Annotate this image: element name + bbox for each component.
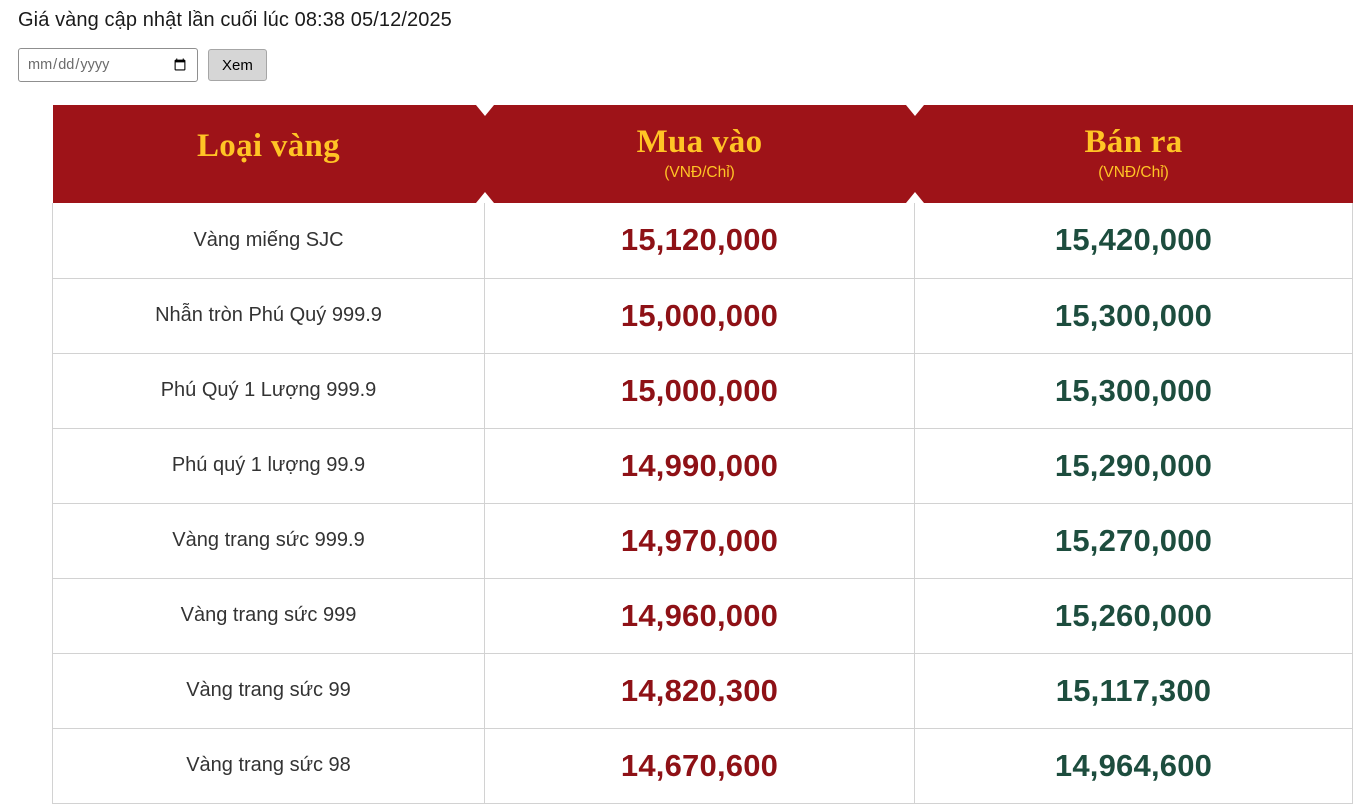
- table-row: [53, 353, 1353, 428]
- cell-buy-price: 14,970,000: [485, 503, 915, 578]
- cell-buy-price: 14,670,600: [485, 728, 915, 803]
- table-row: [53, 578, 1353, 653]
- cell-buy-price: 14,820,300: [485, 653, 915, 728]
- cell-gold-type: Vàng trang sức 99: [53, 653, 485, 728]
- table-row: [53, 428, 1353, 503]
- cell-sell-price: 15,270,000: [915, 503, 1353, 578]
- cell-gold-type: Vàng trang sức 999.9: [53, 503, 485, 578]
- table-header-row: [53, 105, 1353, 203]
- table-header: [53, 105, 1353, 203]
- cell-sell-price: 15,117,300: [915, 653, 1353, 728]
- table-row: [53, 278, 1353, 353]
- date-input[interactable]: [18, 48, 198, 82]
- table-row: [53, 503, 1353, 578]
- column-header-buy-unit: (VNĐ/Chỉ): [664, 164, 735, 181]
- cell-buy-price: 15,120,000: [485, 203, 915, 278]
- column-header-buy-label: Mua vào: [636, 124, 763, 160]
- cell-sell-price: 15,300,000: [915, 278, 1353, 353]
- column-header-sell-unit: (VNĐ/Chỉ): [1098, 164, 1169, 181]
- last-update-text: Giá vàng cập nhật lần cuối lúc 08:38 05/12/2025: [18, 9, 452, 31]
- cell-gold-type: Nhẫn tròn Phú Quý 999.9: [53, 278, 485, 353]
- column-header-type: [53, 105, 485, 203]
- gold-price-table: [52, 105, 1353, 804]
- table-body: [53, 203, 1353, 803]
- gold-price-table-wrap: [52, 105, 1352, 804]
- column-header-sell-label: Bán ra: [1084, 124, 1183, 160]
- table-row: [53, 728, 1353, 803]
- column-header-sell: [915, 105, 1353, 203]
- cell-sell-price: 15,260,000: [915, 578, 1353, 653]
- cell-sell-price: 15,290,000: [915, 428, 1353, 503]
- table-row: [53, 203, 1353, 278]
- cell-buy-price: 14,960,000: [485, 578, 915, 653]
- cell-buy-price: 15,000,000: [485, 353, 915, 428]
- cell-buy-price: 15,000,000: [485, 278, 915, 353]
- column-header-buy: [485, 105, 915, 203]
- cell-gold-type: Phú Quý 1 Lượng 999.9: [53, 353, 485, 428]
- cell-sell-price: 14,964,600: [915, 728, 1353, 803]
- cell-buy-price: 14,990,000: [485, 428, 915, 503]
- controls-row: [0, 34, 1354, 82]
- cell-gold-type: Vàng trang sức 98: [53, 728, 485, 803]
- cell-gold-type: Vàng miếng SJC: [53, 203, 485, 278]
- cell-gold-type: Phú quý 1 lượng 99.9: [53, 428, 485, 503]
- column-header-type-label: Loại vàng: [197, 128, 340, 164]
- view-button[interactable]: Xem: [208, 49, 267, 81]
- table-row: [53, 653, 1353, 728]
- cell-gold-type: Vàng trang sức 999: [53, 578, 485, 653]
- cell-sell-price: 15,300,000: [915, 353, 1353, 428]
- cell-sell-price: 15,420,000: [915, 203, 1353, 278]
